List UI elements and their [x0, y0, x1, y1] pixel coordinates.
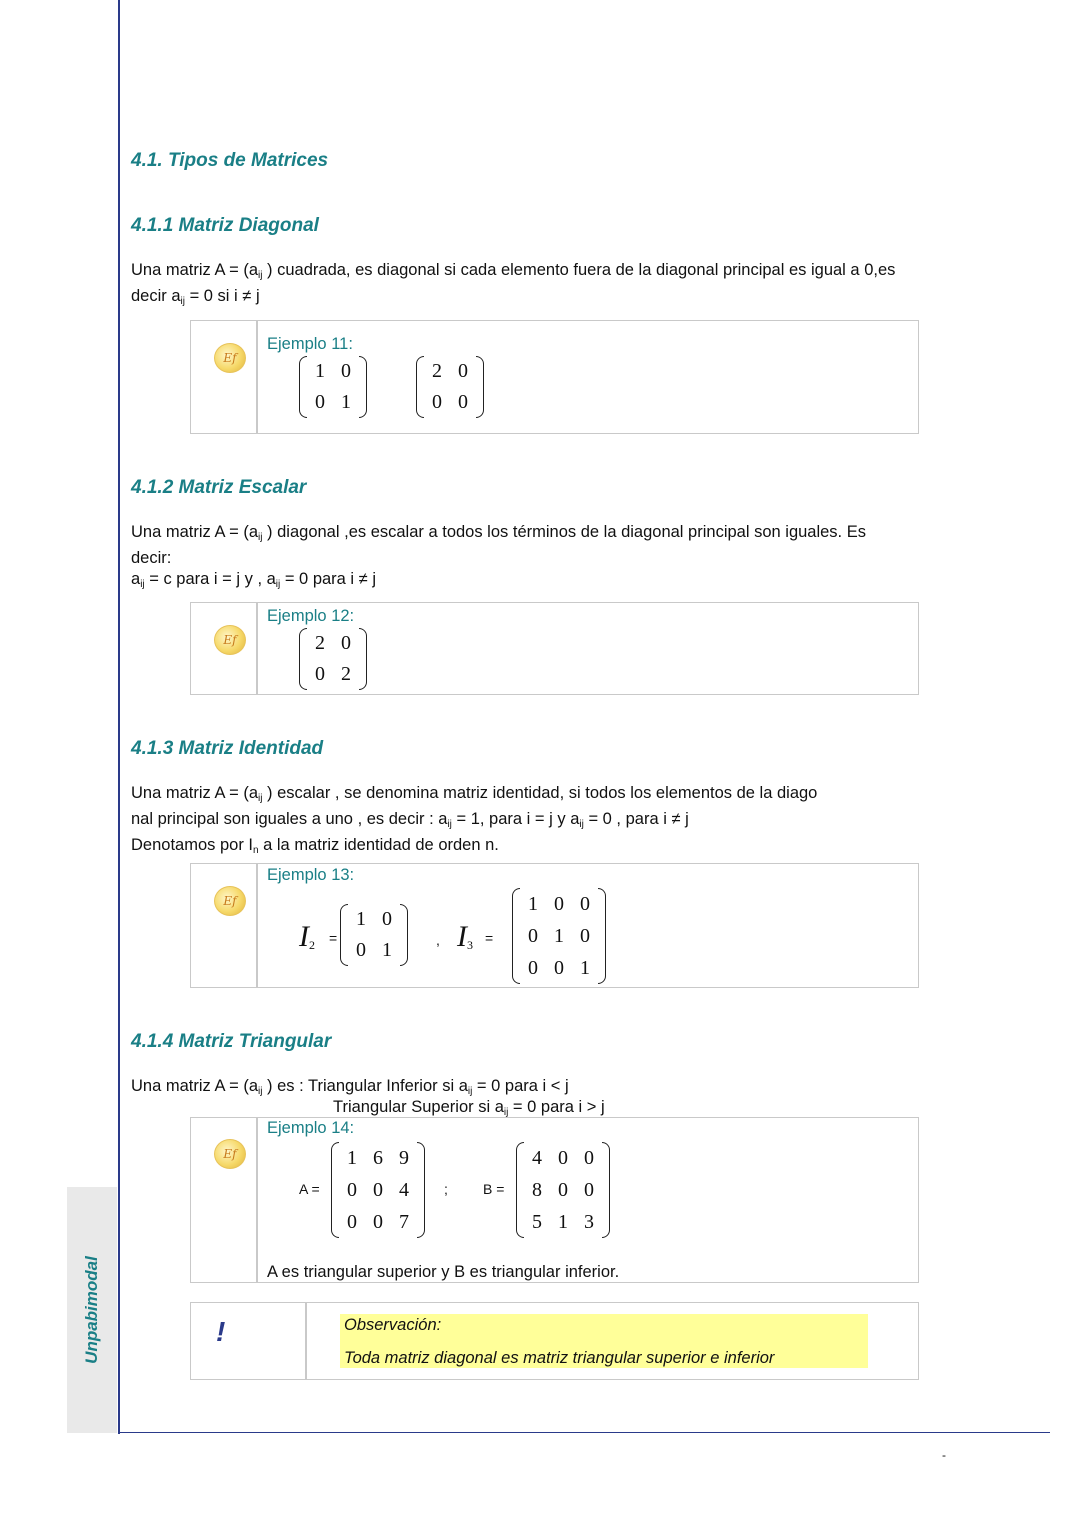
matrix-cell: 6: [373, 1147, 383, 1169]
matrix-cell: 4: [399, 1179, 409, 1201]
matrix-diagonal-2: [416, 356, 484, 418]
separator: ;: [444, 1181, 448, 1197]
matrix-cell: 4: [532, 1147, 542, 1169]
matrix-cell: 0: [341, 632, 351, 654]
matrix-cell: 7: [399, 1211, 409, 1233]
exclamation-icon: !: [216, 1316, 226, 1347]
matrix-cell: 2: [315, 632, 325, 654]
comma: ,: [436, 932, 440, 948]
example-coin-icon: Ef: [214, 343, 246, 373]
matrix-cell: 0: [584, 1147, 594, 1169]
triangular-title: 4.1.4 Matriz Triangular: [131, 1031, 332, 1052]
matrix-b-label: B =: [483, 1181, 505, 1197]
matrix-cell: 0: [382, 908, 392, 930]
diagonal-title: 4.1.1 Matriz Diagonal: [131, 215, 319, 236]
matrix-identity-3: [512, 888, 606, 984]
matrix-a-label: A =: [299, 1181, 320, 1197]
matrix-cell: 0: [584, 1179, 594, 1201]
matrix-cell: 0: [315, 391, 325, 413]
matrix-cell: 1: [341, 391, 351, 413]
matrix-cell: 9: [399, 1147, 409, 1169]
matrix-a: [331, 1142, 425, 1238]
matrix-identity-2: [340, 904, 408, 966]
matrix-cell: 0: [558, 1147, 568, 1169]
matrix-cell: 1: [554, 925, 564, 947]
diagonal-definition: Una matriz $A = (a_{ij}$ ) cuadrada, es diagonal si cada elemento fuera de la diagonal principal es igual a 0,es decir $a_{ij} = 0$ si i ≠ j: [131, 261, 896, 307]
matrix-cell: 0: [458, 360, 468, 382]
page-number: -: [942, 1448, 946, 1462]
matrix-cell: 0: [458, 391, 468, 413]
matrix-cell: 1: [580, 957, 590, 979]
matrix-cell: 1: [315, 360, 325, 382]
example-14-label: Ejemplo 14:: [267, 1119, 355, 1137]
equals-sign: =: [329, 930, 338, 946]
equals-sign: =: [485, 930, 494, 946]
matrix-cell: 1: [558, 1211, 568, 1233]
matrix-cell: 0: [373, 1211, 383, 1233]
example-coin-icon: Ef: [214, 1139, 246, 1169]
matrix-cell: 0: [341, 360, 351, 382]
matrix-cell: 0: [347, 1211, 357, 1233]
example-13-label: Ejemplo 13:: [267, 866, 355, 884]
identity-2-symbol: $I_2$: [299, 920, 315, 953]
observation-text: Toda matriz diagonal es matriz triangular superior e inferior: [344, 1349, 775, 1367]
observation-highlight: [340, 1314, 868, 1368]
matrix-cell: 0: [347, 1179, 357, 1201]
matrix-cell: 1: [356, 908, 366, 930]
matrix-cell: 0: [580, 925, 590, 947]
matrix-cell: 2: [432, 360, 442, 382]
triangular-definition-2: Triangular Superior si $a_{ij} = 0$ para i > j: [333, 1098, 605, 1118]
matrix-cell: 0: [356, 939, 366, 961]
triangular-conclusion: A es triangular superior y B es triangular inferior.: [267, 1263, 620, 1281]
matrix-cell: 0: [554, 957, 564, 979]
matrix-b: [516, 1142, 610, 1238]
identidad-definition: Una matriz $A = (a_{ij}$ ) escalar , se denomina matriz identidad, si todos los elementos de la diago nal principal son iguales a uno , es decir : $a_{ij} = 1$, para i = j y $a_{ij} = 0$ , para i ≠ j Denotamos por $I_n$ a la matriz identidad de orden n.: [131, 784, 818, 856]
sidebar-label: Unpabimodal: [82, 1256, 101, 1364]
matrix-cell: 3: [584, 1211, 594, 1233]
matrix-cell: 2: [341, 663, 351, 685]
matrix-cell: 0: [315, 663, 325, 685]
matrix-cell: 0: [554, 893, 564, 915]
matrix-cell: 1: [347, 1147, 357, 1169]
matrix-cell: 1: [382, 939, 392, 961]
matrix-cell: 8: [532, 1179, 542, 1201]
escalar-title: 4.1.2 Matriz Escalar: [131, 477, 307, 498]
matrix-escalar: [299, 628, 367, 690]
example-coin-icon: Ef: [214, 625, 246, 655]
identidad-title: 4.1.3 Matriz Identidad: [131, 738, 324, 759]
section-title: 4.1. Tipos de Matrices: [131, 150, 329, 171]
matrix-cell: 0: [432, 391, 442, 413]
matrix-cell: 0: [580, 893, 590, 915]
matrix-diagonal-1: [299, 356, 367, 418]
matrix-cell: 0: [373, 1179, 383, 1201]
escalar-definition: Una matriz $A = (a_{ij}$ ) diagonal ,es escalar a todos los términos de la diagonal principal son iguales. Es decir: $a_{ij} = c$ para i = j y , $a_{ij} = 0$ para i ≠ j: [131, 523, 866, 590]
example-12-label: Ejemplo 12:: [267, 607, 355, 625]
matrix-cell: 0: [528, 957, 538, 979]
footer-rule: [118, 1432, 1050, 1433]
example-11-label: Ejemplo 11:: [267, 335, 353, 353]
matrix-cell: 0: [528, 925, 538, 947]
matrix-cell: 0: [558, 1179, 568, 1201]
margin-rule: [118, 0, 120, 1434]
identity-3-symbol: $I_3$: [457, 920, 473, 953]
matrix-cell: 1: [528, 893, 538, 915]
example-coin-icon: Ef: [214, 886, 246, 916]
triangular-definition: Una matriz $A = (a_{ij}$ ) es : Triangular Inferior si $a_{ij} = 0$ para i < j: [131, 1077, 569, 1097]
matrix-cell: 5: [532, 1211, 542, 1233]
observation-title: Observación:: [344, 1316, 442, 1334]
